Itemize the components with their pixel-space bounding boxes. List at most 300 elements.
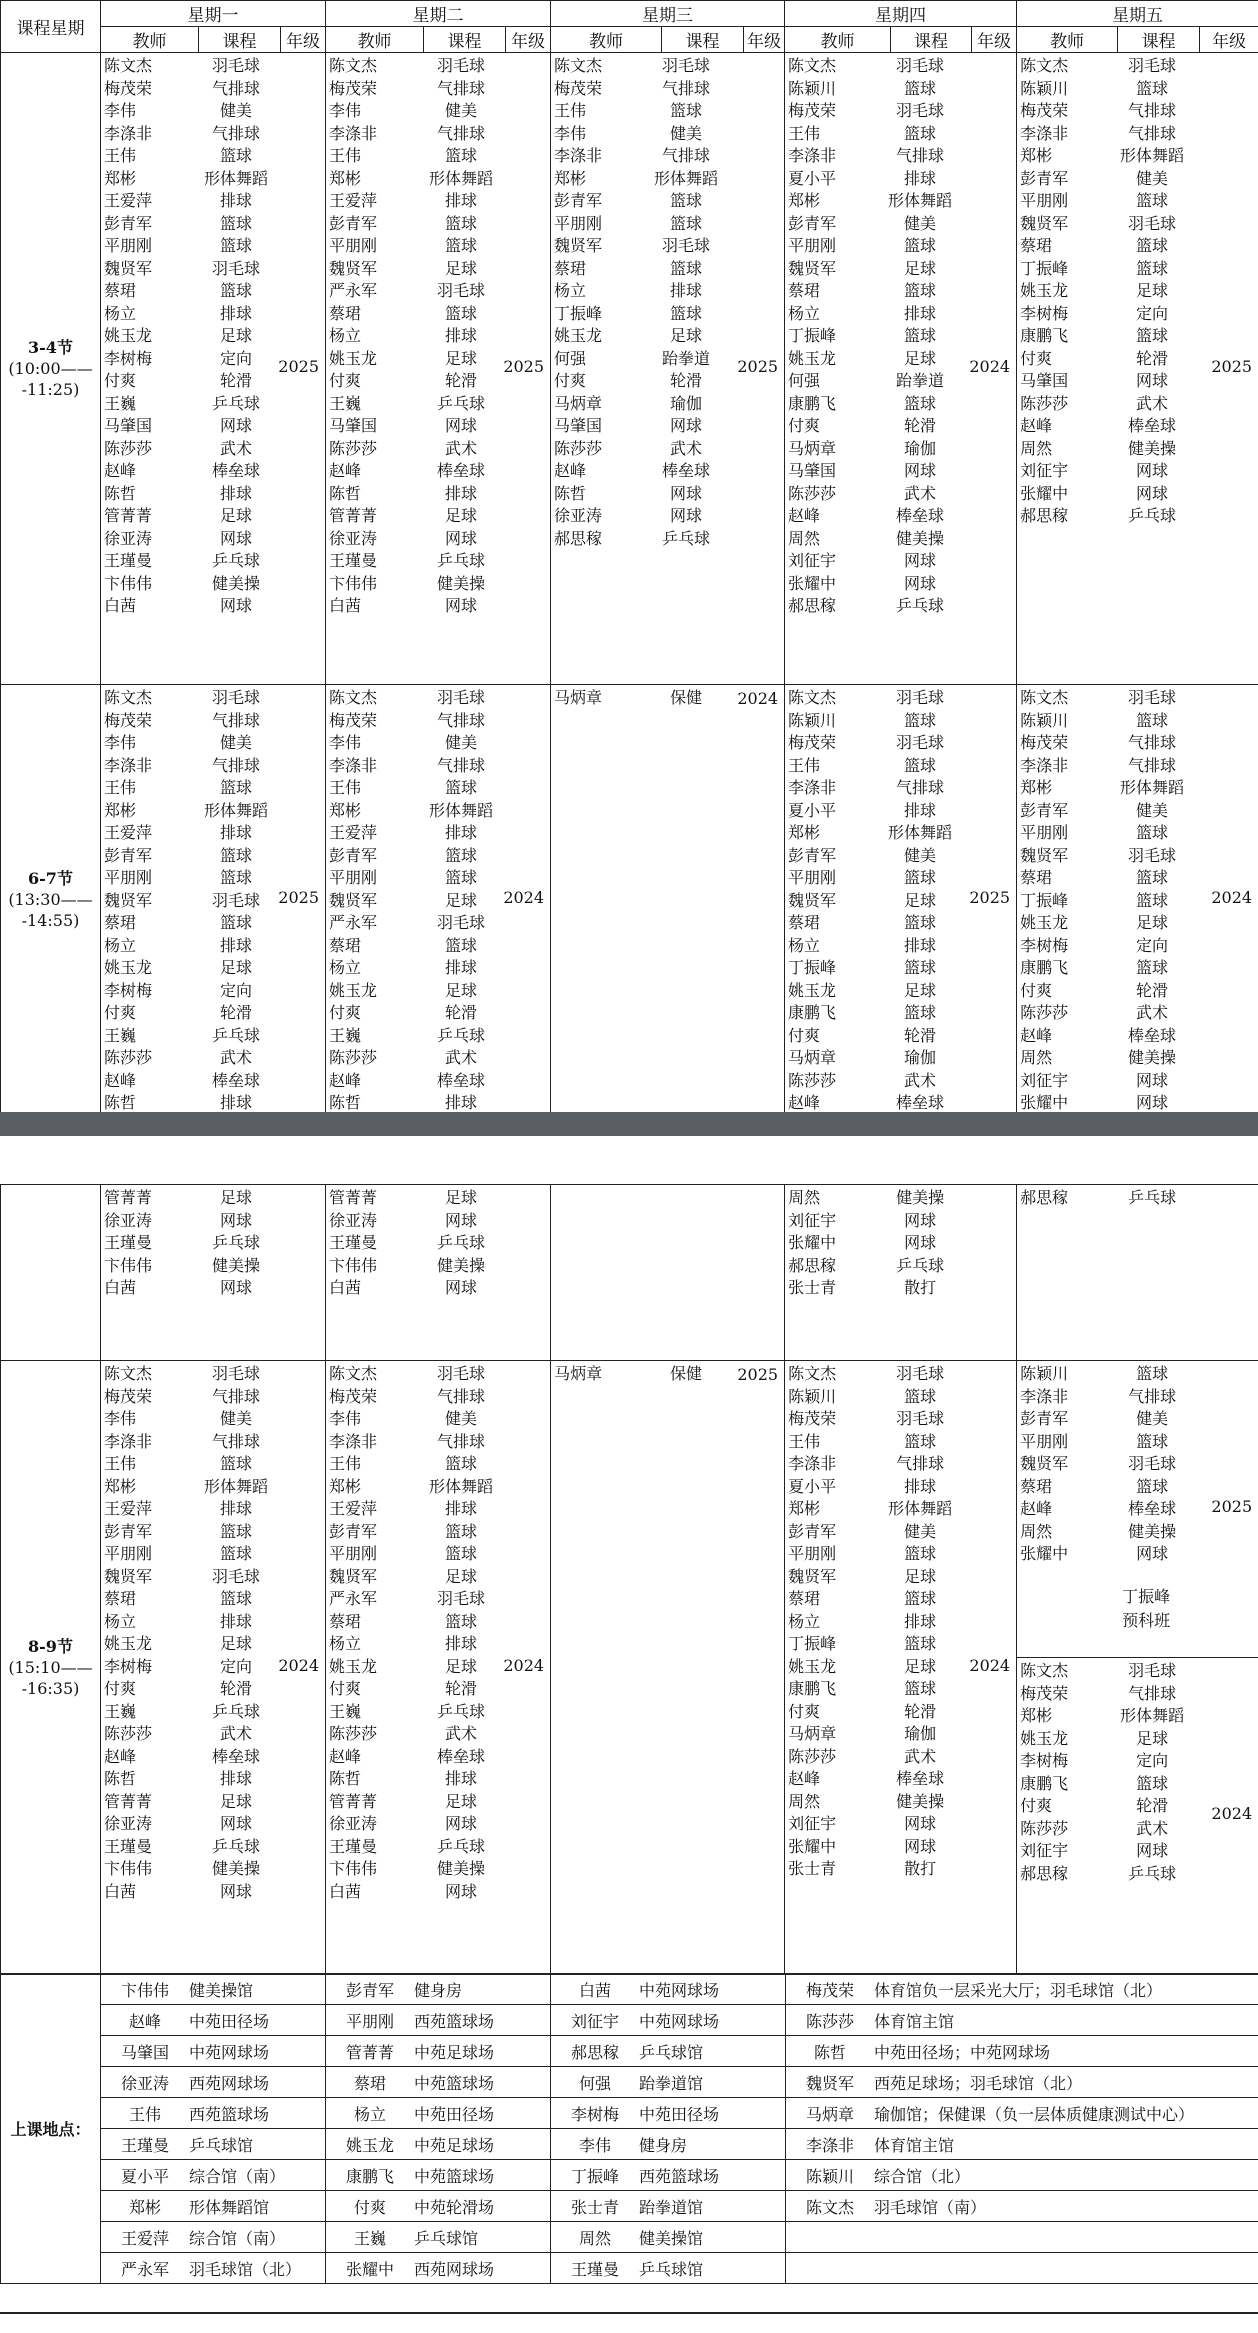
list-item <box>104 100 325 123</box>
course-name: 武术 <box>219 1048 252 1067</box>
location-teacher: 彭青军 <box>345 1980 394 2000</box>
location-teacher: 梅茂荣 <box>805 1980 854 2000</box>
teacher-name: 徐亚涛 <box>329 1814 378 1833</box>
course-name: 健美操 <box>1128 438 1177 458</box>
course-name: 篮球 <box>904 281 937 300</box>
teacher-name: 李涤非 <box>104 123 153 143</box>
course-name: 棒垒球 <box>437 461 486 480</box>
list-item <box>788 935 1016 958</box>
teacher-name: 陈文杰 <box>104 56 153 75</box>
list-item <box>104 1746 325 1769</box>
teacher-name: 姚玉龙 <box>1020 281 1069 300</box>
list-item <box>1020 78 1258 101</box>
teacher-name: 蔡珺 <box>104 913 137 932</box>
teacher-name: 马肇国 <box>1020 371 1069 390</box>
list-item <box>788 280 1016 303</box>
list-item <box>104 1408 325 1431</box>
teacher-name: 李伟 <box>329 101 362 120</box>
teacher-name: 郑彬 <box>329 1476 362 1496</box>
course-name: 排球 <box>445 326 478 345</box>
list-item <box>788 1746 1016 1769</box>
course-name: 轮滑 <box>219 1679 252 1698</box>
list-item <box>329 460 550 483</box>
course-name: 气排球 <box>437 710 486 730</box>
course-name: 篮球 <box>670 213 703 233</box>
course-name: 轮滑 <box>1136 1796 1169 1815</box>
teacher-name: 陈文杰 <box>788 688 837 707</box>
teacher-name: 王爱萍 <box>329 191 378 210</box>
list-item <box>1020 1840 1258 1863</box>
list-item <box>329 1363 550 1386</box>
teacher-name: 付爽 <box>104 371 137 390</box>
list-item <box>1020 145 1258 168</box>
teacher-name: 白茜 <box>329 1278 362 1297</box>
teacher-name: 郑彬 <box>1020 146 1053 165</box>
course-name: 瑜伽 <box>904 1048 937 1067</box>
location-teacher: 陈颖川 <box>805 2166 854 2186</box>
course-list <box>1017 53 1258 528</box>
course-name: 排球 <box>904 800 937 820</box>
course-name: 羽毛球 <box>1128 845 1177 865</box>
course-name: 乒乓球 <box>437 393 486 413</box>
list-item <box>104 483 325 506</box>
teacher-name: 陈颖川 <box>788 1386 837 1406</box>
course-name: 篮球 <box>904 78 937 98</box>
teacher-name: 魏贤军 <box>1020 1454 1069 1473</box>
course-name: 形体舞蹈 <box>203 168 268 188</box>
course-name: 轮滑 <box>445 1679 478 1698</box>
course-name: 网球 <box>904 551 937 570</box>
course-name: 气排球 <box>1128 1683 1177 1703</box>
course-name: 气排球 <box>1128 755 1177 775</box>
teacher-name: 蔡珺 <box>788 281 821 300</box>
list-item <box>1020 1002 1258 1025</box>
list-item <box>788 1858 1016 1881</box>
location-entry <box>786 2036 1258 2067</box>
list-item <box>329 957 550 980</box>
teacher-name: 陈莎莎 <box>104 1048 153 1067</box>
course-name: 形体舞蹈 <box>203 800 268 820</box>
course-name: 篮球 <box>219 281 252 300</box>
list-item <box>1020 867 1258 890</box>
grade-label: 2025 <box>737 356 779 376</box>
course-name: 乒乓球 <box>896 596 945 615</box>
list-item <box>788 755 1016 778</box>
course-name: 武术 <box>445 1048 478 1067</box>
course-name: 网球 <box>445 1210 478 1230</box>
list-item <box>104 935 325 958</box>
course-name: 网球 <box>445 528 478 548</box>
course-name: 羽毛球 <box>1128 56 1177 75</box>
course-name: 轮滑 <box>1136 348 1169 368</box>
teacher-name: 郑彬 <box>554 168 587 188</box>
course-name: 健美 <box>219 733 252 752</box>
teacher-name: 魏贤军 <box>329 1566 378 1586</box>
list-item <box>104 303 325 326</box>
list-item <box>788 145 1016 168</box>
teacher-header: 教师 <box>551 27 662 53</box>
list-item <box>104 1768 325 1791</box>
list-item <box>104 1858 325 1881</box>
list-item <box>329 845 550 868</box>
teacher-name: 彭青军 <box>1020 168 1069 188</box>
day-header-fri: 星期五 <box>1017 1 1258 27</box>
location-venue: 西苑篮球场 <box>189 2104 270 2124</box>
teacher-name: 徐亚涛 <box>104 1814 153 1833</box>
course-name: 羽毛球 <box>437 1589 486 1608</box>
teacher-name: 赵峰 <box>104 1070 137 1090</box>
list-item <box>1020 980 1258 1003</box>
grade-label: 2024 <box>278 1655 320 1675</box>
list-item <box>554 460 784 483</box>
teacher-name: 陈哲 <box>104 483 137 503</box>
location-venue: 羽毛球馆（北） <box>189 2259 302 2279</box>
teacher-name: 王爱萍 <box>329 823 378 842</box>
teacher-name: 陈文杰 <box>104 1364 153 1383</box>
slot-p2cont-wed <box>551 1185 785 1361</box>
teacher-name: 张耀中 <box>1020 1544 1069 1563</box>
course-name: 气排球 <box>896 778 945 797</box>
course-name: 气排球 <box>437 755 486 775</box>
course-name: 篮球 <box>445 1544 478 1563</box>
course-name: 足球 <box>445 1656 478 1676</box>
course-name: 气排球 <box>211 1386 260 1406</box>
teacher-name: 管菁菁 <box>329 506 378 525</box>
course-name: 羽毛球 <box>1128 1661 1177 1680</box>
list-item <box>788 845 1016 868</box>
list-item <box>104 1277 325 1300</box>
location-entry <box>326 1974 551 2005</box>
list-item <box>104 280 325 303</box>
course-name: 瑜伽 <box>904 1724 937 1743</box>
course-name: 健美 <box>904 1521 937 1541</box>
teacher-name: 赵峰 <box>788 1769 821 1788</box>
teacher-header: 教师 <box>1017 27 1118 53</box>
list-item <box>329 1678 550 1701</box>
course-name: 网球 <box>1136 1093 1169 1112</box>
list-item <box>104 1187 325 1210</box>
list-item <box>104 1678 325 1701</box>
teacher-name: 杨立 <box>329 958 362 977</box>
teacher-name: 梅茂荣 <box>788 733 837 752</box>
location-teacher: 李树梅 <box>570 2104 619 2124</box>
list-item <box>104 732 325 755</box>
teacher-name: 赵峰 <box>554 461 587 480</box>
location-venue: 中苑篮球场 <box>414 2166 495 2186</box>
course-name: 健美操 <box>896 1188 945 1207</box>
location-entry <box>101 2253 326 2284</box>
list-item <box>1020 1660 1258 1683</box>
course-name: 足球 <box>445 506 478 525</box>
teacher-name: 夏小平 <box>788 168 837 188</box>
slot-p2-mon <box>101 685 326 1116</box>
location-venue: 中苑田径场 <box>414 2104 495 2124</box>
teacher-name: 管菁菁 <box>329 1791 378 1811</box>
course-name: 足球 <box>219 1791 252 1811</box>
teacher-name: 赵峰 <box>788 1093 821 1112</box>
list-item <box>788 55 1016 78</box>
course-name: 散打 <box>904 1278 937 1297</box>
teacher-name: 陈莎莎 <box>329 1048 378 1067</box>
course-name: 篮球 <box>219 778 252 797</box>
teacher-name: 李伟 <box>554 123 587 143</box>
list-item <box>329 1386 550 1409</box>
teacher-name: 何强 <box>788 371 821 390</box>
grade-header: 年级 <box>744 27 785 53</box>
teacher-name: 赵峰 <box>104 461 137 480</box>
location-teacher: 刘征宇 <box>570 2011 619 2031</box>
list-item <box>329 1408 550 1431</box>
location-entry <box>551 2036 786 2067</box>
course-name: 武术 <box>219 438 252 458</box>
teacher-name: 陈文杰 <box>554 56 603 75</box>
list-item <box>788 528 1016 551</box>
list-item <box>104 1881 325 1904</box>
list-item <box>788 1566 1016 1589</box>
teacher-name: 丁振峰 <box>1020 258 1069 278</box>
teacher-name: 严永军 <box>329 913 378 932</box>
location-venue: 体育馆主馆 <box>874 2011 955 2031</box>
list-item <box>788 100 1016 123</box>
teacher-name: 康鹏飞 <box>1020 1773 1069 1793</box>
list-item <box>1020 1863 1258 1886</box>
list-item <box>329 980 550 1003</box>
location-teacher: 徐亚涛 <box>120 2073 169 2093</box>
teacher-name: 付爽 <box>788 1701 821 1721</box>
location-teacher: 赵峰 <box>128 2011 161 2031</box>
location-entry <box>786 2129 1258 2160</box>
list-item <box>1020 1431 1258 1454</box>
teacher-name: 付爽 <box>554 371 587 390</box>
teacher-name: 杨立 <box>329 326 362 345</box>
location-entry <box>326 2253 551 2284</box>
location-venue: 西苑足球场；羽毛球馆（北） <box>874 2073 1083 2093</box>
list-item <box>1020 55 1258 78</box>
list-item <box>1020 190 1258 213</box>
list-item <box>788 1768 1016 1791</box>
course-name: 排球 <box>445 823 478 842</box>
slot-p2-thu <box>785 685 1017 1116</box>
teacher-name: 马肇国 <box>554 416 603 435</box>
course-name: 排球 <box>445 1634 478 1653</box>
course-name: 篮球 <box>904 1386 937 1406</box>
grade-label: 2025 <box>1211 356 1253 376</box>
course-name: 健美操 <box>437 1255 486 1275</box>
course-name: 篮球 <box>445 1611 478 1631</box>
teacher-name: 赵峰 <box>329 1070 362 1090</box>
teacher-name: 郝思稼 <box>1020 506 1069 525</box>
course-name: 网球 <box>445 1278 478 1297</box>
teacher-name: 杨立 <box>788 935 821 955</box>
teacher-name: 王伟 <box>329 778 362 797</box>
slot-p2-fri <box>1017 685 1258 1116</box>
course-name: 乒乓球 <box>896 1255 945 1275</box>
course-name: 足球 <box>1136 281 1169 300</box>
list-item <box>1020 845 1258 868</box>
course-name: 乒乓球 <box>211 551 260 570</box>
grade-label: 2025 <box>503 356 545 376</box>
teacher-name: 李涤非 <box>104 1431 153 1451</box>
list-item <box>104 235 325 258</box>
list-item <box>1020 505 1258 528</box>
list-item <box>104 1386 325 1409</box>
location-entry <box>786 2191 1258 2222</box>
list-item <box>329 1746 550 1769</box>
location-venue: 健美操馆 <box>639 2228 704 2248</box>
list-item <box>329 573 550 596</box>
course-name: 篮球 <box>219 1544 252 1563</box>
list-item <box>788 1277 1016 1300</box>
list-item <box>788 1002 1016 1025</box>
course-name: 排球 <box>219 1769 252 1788</box>
course-name: 篮球 <box>1136 1431 1169 1451</box>
list-item <box>788 190 1016 213</box>
teacher-name: 郑彬 <box>788 823 821 842</box>
list-item <box>104 1047 325 1070</box>
course-name: 足球 <box>219 1634 252 1653</box>
course-name: 健美 <box>445 733 478 752</box>
list-item <box>1020 935 1258 958</box>
course-name: 网球 <box>445 1814 478 1833</box>
course-name: 足球 <box>445 980 478 1000</box>
list-item <box>788 1521 1016 1544</box>
location-venue: 中苑足球场 <box>414 2042 495 2062</box>
course-name: 轮滑 <box>219 371 252 390</box>
period-label: 8-9节 <box>28 1637 73 1656</box>
location-teacher: 魏贤军 <box>805 2073 854 2093</box>
course-name: 武术 <box>904 1746 937 1766</box>
list-item <box>329 168 550 191</box>
period-cell-8-9 <box>1 1361 101 1975</box>
teacher-name: 蔡珺 <box>1020 868 1053 887</box>
list-item <box>788 1588 1016 1611</box>
course-name: 网球 <box>219 528 252 548</box>
teacher-name: 陈莎莎 <box>1020 1003 1069 1022</box>
list-item <box>788 912 1016 935</box>
location-entry <box>326 2191 551 2222</box>
list-item <box>329 55 550 78</box>
location-teacher: 卞伟伟 <box>120 1980 169 2000</box>
list-item <box>329 1881 550 1904</box>
teacher-name: 郑彬 <box>104 1476 137 1496</box>
course-name: 乒乓球 <box>437 551 486 570</box>
course-list <box>326 1361 550 1903</box>
teacher-name: 周然 <box>1020 1521 1053 1541</box>
locations-table <box>0 1973 1258 2284</box>
list-item <box>104 1543 325 1566</box>
course-name: 气排球 <box>1128 1386 1177 1406</box>
teacher-name: 魏贤军 <box>554 236 603 255</box>
course-name: 网球 <box>670 483 703 503</box>
teacher-name: 管菁菁 <box>104 1188 153 1207</box>
list-item <box>329 528 550 551</box>
teacher-name: 管菁菁 <box>104 506 153 525</box>
location-venue: 乒乓球馆 <box>414 2228 479 2248</box>
course-name: 排球 <box>445 1769 478 1788</box>
list-item <box>329 505 550 528</box>
list-item <box>788 1386 1016 1409</box>
teacher-name: 陈哲 <box>329 1769 362 1788</box>
teacher-name: 姚玉龙 <box>788 980 837 1000</box>
list-item <box>1020 168 1258 191</box>
course-name: 羽毛球 <box>896 1409 945 1428</box>
teacher-name: 杨立 <box>104 935 137 955</box>
course-name: 健美操 <box>896 1791 945 1811</box>
list-item <box>329 100 550 123</box>
list-item <box>329 822 550 845</box>
course-name: 武术 <box>1136 393 1169 413</box>
list-item <box>788 867 1016 890</box>
period-time-start: (13:30—— <box>8 890 93 910</box>
course-name: 定向 <box>1136 935 1169 955</box>
course-list <box>551 1185 784 1187</box>
teacher-name: 陈文杰 <box>1020 56 1069 75</box>
teacher-name: 梅茂荣 <box>788 1409 837 1428</box>
teacher-name: 平朋刚 <box>554 213 603 233</box>
list-item <box>104 1633 325 1656</box>
teacher-name: 姚玉龙 <box>1020 1728 1069 1748</box>
list-item <box>104 213 325 236</box>
list-item <box>329 935 550 958</box>
course-name: 散打 <box>904 1859 937 1878</box>
list-item <box>1020 438 1258 461</box>
teacher-name: 彭青军 <box>104 213 153 233</box>
course-list <box>326 1185 550 1300</box>
teacher-name: 马肇国 <box>788 461 837 480</box>
location-entry <box>101 2005 326 2036</box>
course-name: 棒垒球 <box>662 461 711 480</box>
course-name: 网球 <box>1136 461 1169 480</box>
list-item <box>104 78 325 101</box>
course-list <box>326 53 550 618</box>
slot-p3-mon <box>101 1361 326 1975</box>
location-entry <box>551 2253 786 2284</box>
location-teacher: 张耀中 <box>345 2259 394 2279</box>
list-item <box>329 280 550 303</box>
course-name: 羽毛球 <box>437 56 486 75</box>
teacher-name: 赵峰 <box>1020 1499 1053 1518</box>
location-venue: 中苑田径场 <box>189 2011 270 2031</box>
location-row <box>1 1974 1258 2005</box>
course-name: 篮球 <box>445 1521 478 1541</box>
teacher-name: 蔡珺 <box>554 258 587 278</box>
list-item <box>788 1210 1016 1233</box>
teacher-name: 王巍 <box>329 393 362 413</box>
list-item <box>554 100 784 123</box>
list-item <box>104 1476 325 1499</box>
location-venue: 中苑轮滑场 <box>414 2197 495 2217</box>
course-name: 羽毛球 <box>437 281 486 300</box>
teacher-name: 赵峰 <box>104 1746 137 1766</box>
list-item <box>788 777 1016 800</box>
teacher-name: 李涤非 <box>329 123 378 143</box>
teacher-name: 姚玉龙 <box>554 326 603 345</box>
teacher-name: 周然 <box>1020 438 1053 458</box>
teacher-name: 陈莎莎 <box>329 438 378 458</box>
course-name: 网球 <box>445 1881 478 1901</box>
teacher-name: 刘征宇 <box>1020 461 1069 480</box>
course-name: 足球 <box>219 958 252 977</box>
list-item <box>104 912 325 935</box>
teacher-name: 平朋刚 <box>329 1544 378 1563</box>
teacher-name: 张耀中 <box>788 1836 837 1856</box>
list-item <box>329 777 550 800</box>
list-item <box>1020 123 1258 146</box>
course-name: 网球 <box>219 596 252 615</box>
course-name: 篮球 <box>670 303 703 323</box>
course-name: 篮球 <box>1136 823 1169 842</box>
location-row <box>1 2067 1258 2098</box>
